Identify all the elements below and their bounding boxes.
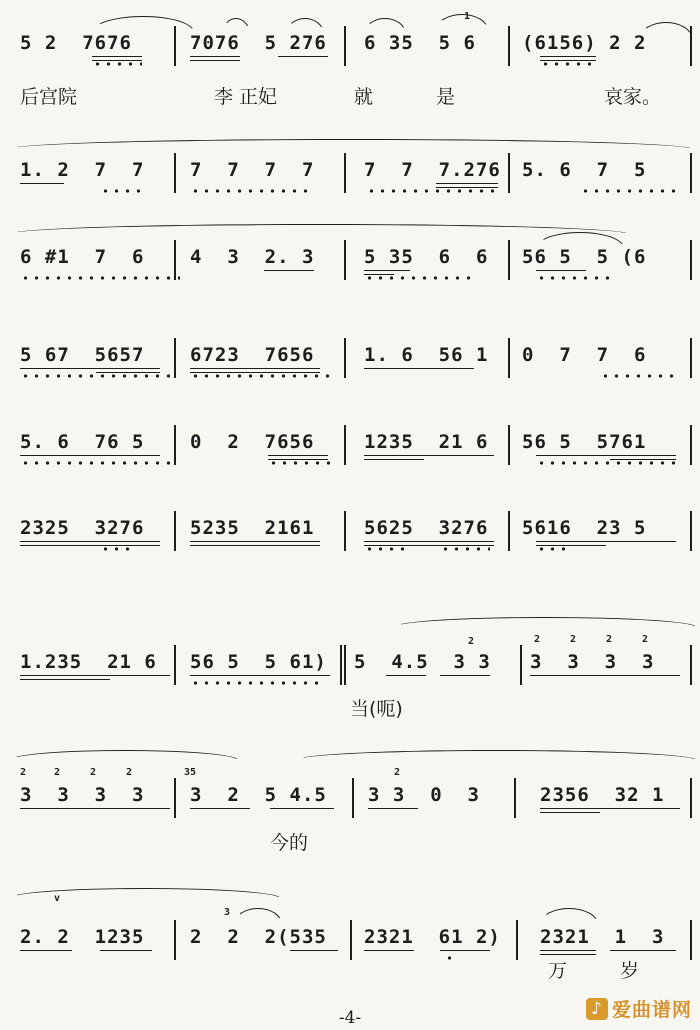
measure: 6723 7656 [190, 344, 315, 366]
watermark-text: 爱曲谱网 [611, 999, 692, 1021]
measure: 2321 1 3 [540, 926, 665, 948]
score-row-8: 2 2 2 2 35 2 3 3 3 3 3 2 5 4.5 3 3 0 3 2356 32 1 [0, 770, 700, 830]
measure: 56 5 5761 [522, 431, 647, 453]
measure: 6 35 5 6 [364, 32, 476, 54]
measure: 2. 2 1235 [20, 926, 145, 948]
site-watermark [586, 995, 692, 1022]
measure: 56 5 5 (6 [522, 246, 647, 268]
music-note-icon [586, 998, 608, 1020]
measure: 3 3 3 3 [20, 784, 145, 806]
score-row-9: v 3 2. 2 1235 2 2 2(535 2321 61 2) 2321 1 3 [0, 912, 700, 972]
score-row-7: 2 2 2 2 2 1.235 21 6 56 5 5 61) 5 4.5 3 3 3 3 3 3 [0, 637, 700, 697]
lyric: 李 正妃 [214, 86, 278, 108]
measure: 1.235 21 6 [20, 651, 157, 673]
lyric: 就 [354, 86, 374, 108]
score-row-3 [0, 232, 700, 292]
score-row-5 [0, 417, 700, 477]
lyric: 当(呃) [350, 698, 403, 720]
measure: 3 2 5 4.5 [190, 784, 327, 806]
measure: 2356 32 1 [540, 784, 665, 806]
measure: 7076 5 276 [190, 32, 327, 54]
lyric: 是 [436, 86, 456, 108]
measure: 0 7 7 6 [522, 344, 647, 366]
measure: 3 3 3 3 [530, 651, 655, 673]
score-row-2 [0, 145, 700, 205]
lyric: 万 [548, 960, 568, 982]
measure: 5616 23 5 [522, 517, 647, 539]
measure: 2321 61 2) [364, 926, 501, 948]
measure: 1. 6 56 1 [364, 344, 489, 366]
measure: 1235 21 6 [364, 431, 489, 453]
lyric: 岁 [620, 960, 640, 982]
measure: 5235 2161 [190, 517, 315, 539]
measure: 7 7 7 7 [190, 159, 315, 181]
score-row-6 [0, 503, 700, 563]
score-row-4 [0, 330, 700, 390]
lyric: 后宫院 [20, 86, 78, 108]
measure: 0 2 7656 [190, 431, 315, 453]
measure: 2 2 2(535 [190, 926, 327, 948]
measure: 2325 3276 [20, 517, 145, 539]
measure: 4 3 2. 3 [190, 246, 315, 268]
page-number: -4- [338, 1008, 362, 1028]
measure: 5 4.5 3 3 [354, 651, 491, 673]
measure: 5. 6 7 5 [522, 159, 647, 181]
lyric: 哀家。 [604, 86, 662, 108]
measure: 5 2 7676 [20, 32, 132, 54]
lyric: 今的 [270, 832, 309, 854]
measure: 5 67 5657 [20, 344, 145, 366]
measure: (6156) 2 2 [522, 32, 647, 54]
measure: 5 35 6 6 [364, 246, 489, 268]
measure: 3 3 0 3 [368, 784, 480, 806]
measure: 5625 3276 [364, 517, 489, 539]
measure: 7 7 7.276 [364, 159, 501, 181]
measure: 56 5 5 61) [190, 651, 327, 673]
measure: 6 #1 7 6 [20, 246, 145, 268]
score-row-1: 1 5 2 7676 7076 5 276 6 35 5 6 (6156) 2 2 [0, 18, 700, 78]
measure: 5. 6 76 5 [20, 431, 145, 453]
measure: 1. 2 7 7 [20, 159, 145, 181]
